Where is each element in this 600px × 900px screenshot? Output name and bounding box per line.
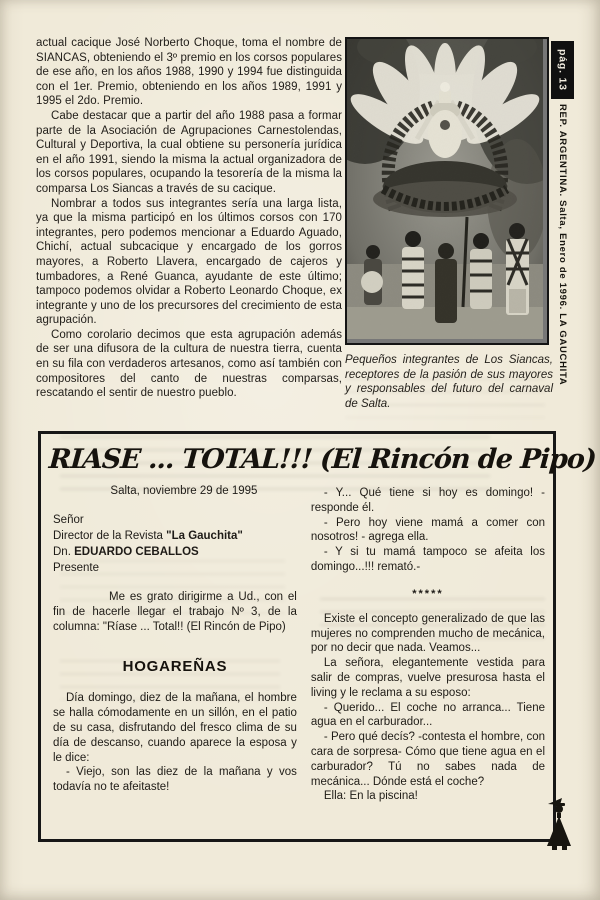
letter-line: Presente [53,562,100,574]
joke-left-column [53,483,297,804]
article-paragraph: Como corolario decimos que esta agrupación además de ser una difusora de la cultura de nuestra tierra, cuenta en su fila con verdaderos artesanos, como así también con compositores del canto de nuestras comparsas, rescatando el sentir de nuestro pueblo. [36,328,342,400]
joke-paragraph: - Y... Qué tiene si hoy es domingo! - responde él. [310,487,545,514]
joke-paragraph: La señora, elegantemente vestida para salir de compras, vuelve presurosa hasta el living y le reclama a su esposo: [310,657,545,699]
joke-paragraph: - Querido... El coche no arranca... Tiene agua en el carburador... [310,701,545,729]
gaucho-dancer-icon [546,796,574,852]
edge-masthead-label: REP. ARGENTINA. Salta, Enero de 1996. LA GAUCHITA [557,104,568,386]
edge-masthead [551,104,574,386]
page-number-tab [551,41,574,99]
joke-columns [49,483,545,804]
article-paragraph: Cabe destacar que a partir del año 1988 pasa a formar parte de la Asociación de Agrupaciones Carnestolendas, Cultural y Deportiva, la cual obtiene su personería jurídica en el año 1991, siendo la misma la actual organizadora de los corsos populares, ocupando la tesorería de la misma la comparsa Los Siancas a través de su cacique. [36,109,342,195]
letter-body: Me es grato dirigirme a Ud., con el fin de hacerle llegar el trabajo Nº 3, de la columna: "Ríase ... Total!! (El Rincón de Pipo) [53,591,297,633]
carnival-photo [345,37,549,345]
letter-line: Dn. EDUARDO CEBALLOS [53,546,199,558]
letter-address-block [53,512,297,576]
article-paragraph: Nombrar a todos sus integrantes sería una larga lista, ya que la misma participó en los últimos corsos con 170 integrantes, pero podemos mencionar a Eduardo Aguado, Chichí, actual subcacique y encargado de los gorros mayores, a Roberto Llavera, encargado de cajeros y tumbadores, a René Guanca, ayudante de este último; tampoco podemos olvidar a Roberto Leonardo Choque, ex integrante y uno de los precursores del crecimiento de esta agrupación. [36,197,342,327]
joke-paragraph: Existe el concepto generalizado de que las mujeres no comprenden mucho de mecánica, por no decir que nada. Veamos... [310,612,545,655]
joke-paragraph: - Pero hoy viene mamá a comer con nosotros! - agrega ella. [310,516,545,544]
main-article-column [36,36,342,401]
joke-paragraph: Ella: En la piscina! [323,790,418,803]
letter-line: Señor [53,514,84,526]
page-number-label: pág. 13 [556,49,569,91]
photo-caption: Pequeños integrantes de Los Siancas, receptores de la pasión de sus mayores y responsables del futuro del carnaval de Salta. [345,354,553,410]
letter-dateline: Salta, noviembre 29 de 1995 [110,485,258,497]
joke-column-title: RIASE ... TOTAL!!! (El Rincón de Pipo) [47,444,597,475]
joke-right-column [311,483,545,804]
joke-column-box [38,431,597,842]
asterisk-separator: ***** [412,587,444,600]
joke-paragraph: - Y si tu mamá tampoco se afeita los domingo...!!! remató.- [310,546,545,573]
letter-line: Director de la Revista "La Gauchita" [53,530,243,542]
joke-paragraph: Día domingo, diez de la mañana, el hombre se halla cómodamente en un sillón, en el patio de su casa, disfrutando del fresco clima de su día de descanso, cuando aparece la esposa y le dice: [53,692,297,764]
joke-paragraph: - Pero qué decís? -contesta el hombre, con cara de sorpresa- Cómo que tiene agua en el carburador? Tú no sabes nada de mecánica... Dónde está el coche? [310,731,545,788]
joke-paragraph: - Viejo, son las diez de la mañana y vos todavía no te afeitaste! [53,766,297,794]
article-paragraph: actual cacique José Norberto Choque, toma el nombre de SIANCAS, obteniendo el 3º premio en los corsos populares de ese año, en los años 1988, 1990 y 1994 fue distinguida con el 1er. Premio, obteniendo en los años 1989, 1991 y 1995 el 2do. Premio. [36,37,342,108]
section-heading: HOGAREÑAS [122,658,228,676]
